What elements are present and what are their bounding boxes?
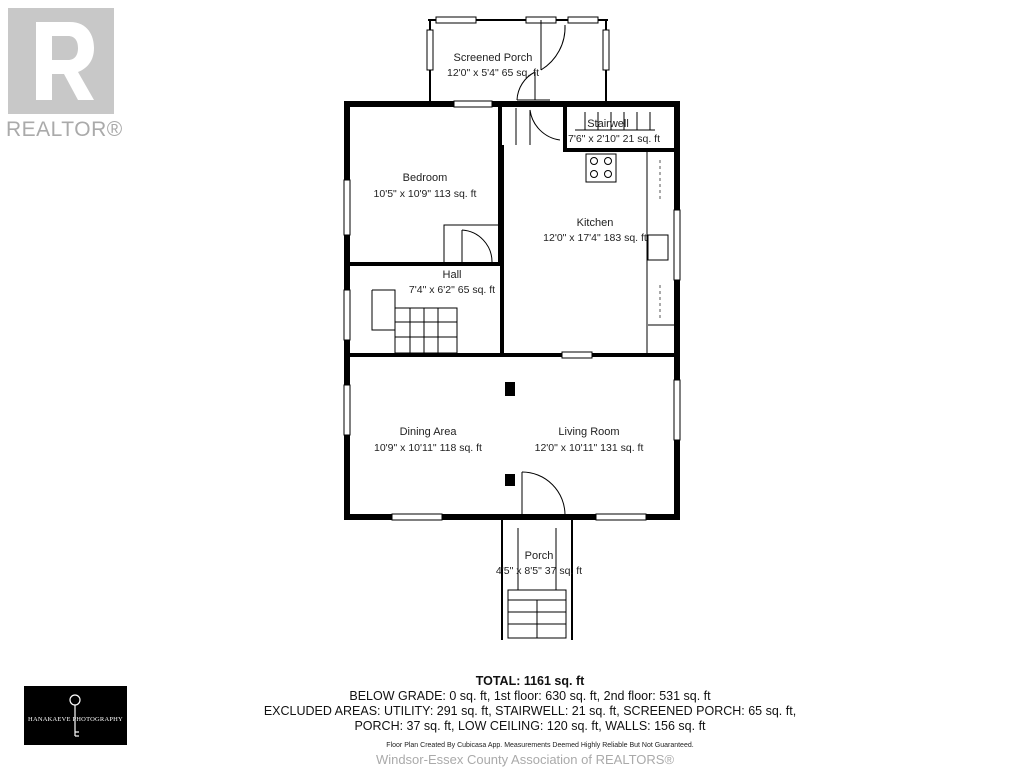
hall-dims: 7'4" x 6'2" 65 sq. ft bbox=[408, 284, 496, 296]
summary-line-3: PORCH: 37 sq. ft, LOW CEILING: 120 sq. ft, WALLS: 156 sq. ft bbox=[354, 719, 706, 733]
stairwell-door bbox=[516, 108, 560, 145]
dining-dims: 10'9" x 10'11" 118 sq. ft bbox=[374, 442, 482, 454]
bedroom-dims: 10'5" x 10'9" 113 sq. ft bbox=[373, 188, 477, 200]
stairwell-name: Stairwell bbox=[587, 118, 629, 130]
porch-name: Porch bbox=[524, 550, 554, 562]
stairwell-dims: 7'6" x 2'10" 21 sq. ft bbox=[567, 133, 661, 145]
column bbox=[505, 382, 515, 396]
house-walls bbox=[344, 101, 680, 520]
living-name: Living Room bbox=[558, 426, 620, 438]
hall-name: Hall bbox=[442, 269, 462, 281]
bedroom-door bbox=[444, 225, 500, 263]
porch-dims: 4'5" x 8'5" 37 sq. ft bbox=[495, 565, 583, 577]
disclaimer: Floor Plan Created By Cubicasa App. Measurements Deemed Highly Reliable But Not Guaranteed. bbox=[386, 742, 694, 749]
source-watermark: Windsor-Essex County Association of REALTORS® bbox=[375, 752, 675, 767]
porch-steps bbox=[508, 528, 566, 638]
house-windows bbox=[344, 101, 680, 520]
realtor-wordmark: REALTOR® bbox=[6, 118, 123, 141]
bedroom-name: Bedroom bbox=[402, 172, 448, 184]
summary-line-1: BELOW GRADE: 0 sq. ft, 1st floor: 630 sq. ft, 2nd floor: 531 sq. ft bbox=[349, 689, 711, 703]
photographer-name: HANAKAEVE PHOTOGRAPHY bbox=[28, 716, 123, 723]
realtor-logo bbox=[6, 6, 123, 141]
realtor-r-icon bbox=[8, 8, 114, 114]
dining-name: Dining Area bbox=[399, 426, 457, 438]
photographer-logo bbox=[24, 686, 127, 745]
screened-porch-name: Screened Porch bbox=[453, 52, 533, 64]
total-area: TOTAL: 1161 sq. ft bbox=[475, 674, 585, 688]
screened-porch-dims: 12'0" x 5'4" 65 sq. ft bbox=[446, 67, 540, 79]
kitchen-counter bbox=[647, 152, 675, 355]
front-door bbox=[522, 472, 565, 515]
summary-line-2: EXCLUDED AREAS: UTILITY: 291 sq. ft, STAIRWELL: 21 sq. ft, SCREENED PORCH: 65 sq. ft, bbox=[263, 704, 797, 718]
column-2 bbox=[505, 474, 515, 486]
stove bbox=[586, 154, 616, 182]
living-dims: 12'0" x 10'11" 131 sq. ft bbox=[534, 442, 644, 454]
kitchen-dims: 12'0" x 17'4" 183 sq. ft bbox=[543, 232, 647, 244]
area-summary bbox=[230, 674, 830, 734]
hall-stairs bbox=[372, 290, 457, 353]
kitchen-name: Kitchen bbox=[576, 217, 614, 229]
